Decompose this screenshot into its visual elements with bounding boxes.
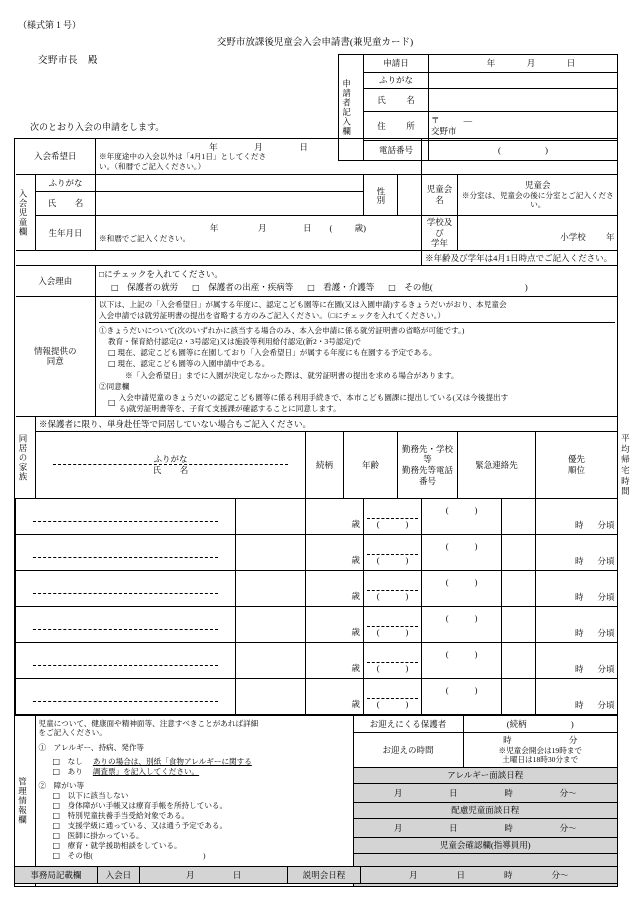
applicant-furigana-label: ふりがな bbox=[364, 73, 429, 89]
wish-date-note-1: ※年度途中の入会以外は「4月1日」としてくださ bbox=[99, 152, 267, 162]
disability-option-4[interactable]: □ 医師に掛かっている。 bbox=[52, 830, 144, 840]
family-row bbox=[16, 498, 618, 534]
briefing-label: 説明会日程 bbox=[288, 867, 360, 883]
checkbox-icon[interactable]: □ bbox=[108, 398, 116, 408]
child-furigana-field[interactable] bbox=[96, 175, 364, 192]
applicant-address-label: 住 所 bbox=[364, 112, 429, 141]
office-footer bbox=[14, 866, 618, 884]
family-age-cell[interactable]: 歳 bbox=[306, 498, 364, 534]
management-vertical-label: 管理情報欄 bbox=[15, 715, 35, 886]
family-row bbox=[16, 678, 618, 714]
family-name-cell[interactable] bbox=[16, 642, 236, 678]
family-row bbox=[16, 570, 618, 606]
disability-option-2[interactable]: □ 特別児童扶養手当受給対象である。 bbox=[52, 810, 190, 820]
family-age-cell[interactable]: 歳 bbox=[306, 642, 364, 678]
checkbox-icon[interactable]: □ bbox=[52, 840, 61, 850]
family-col-age: 年齢 bbox=[344, 432, 398, 499]
family-name-cell[interactable] bbox=[16, 498, 236, 534]
family-return-cell[interactable]: 時 分頃 bbox=[536, 642, 618, 678]
family-name-cell[interactable] bbox=[16, 678, 236, 714]
school-label: 学校及び 学年 bbox=[422, 216, 458, 251]
applicant-furigana-field[interactable] bbox=[429, 73, 618, 89]
allergy-option-yes[interactable]: □ あり bbox=[52, 767, 83, 777]
family-name-cell[interactable] bbox=[16, 606, 236, 642]
family-priority-cell[interactable] bbox=[502, 570, 536, 606]
family-work-cell[interactable]: ( ) bbox=[364, 570, 422, 606]
month-token: 月 bbox=[526, 58, 536, 69]
family-work-cell[interactable]: ( ) bbox=[364, 498, 422, 534]
family-age-cell[interactable]: 歳 bbox=[306, 570, 364, 606]
family-emergency-cell[interactable]: ( ) bbox=[422, 570, 502, 606]
checkbox-icon[interactable]: □ bbox=[388, 282, 396, 292]
family-row bbox=[16, 534, 618, 570]
checkbox-icon[interactable]: □ bbox=[192, 282, 200, 292]
family-work-cell[interactable]: ( ) bbox=[364, 642, 422, 678]
care-schedule-title: 配慮児童面談日程 bbox=[353, 802, 617, 818]
family-name-cell[interactable] bbox=[16, 534, 236, 570]
brief-day: 日 bbox=[456, 869, 466, 880]
family-return-cell[interactable]: 時 分頃 bbox=[536, 534, 618, 570]
wish-year: 年 bbox=[209, 141, 218, 152]
checkbox-icon[interactable]: □ bbox=[52, 790, 61, 800]
child-furigana-label: ふりがな bbox=[36, 175, 96, 192]
checkbox-icon[interactable]: □ bbox=[52, 800, 61, 810]
reason-option-0[interactable]: □ 保護者の就労 bbox=[111, 281, 179, 292]
club-name-label: 児童会名 bbox=[422, 175, 458, 216]
reason-label: 入会理由 bbox=[16, 265, 96, 296]
family-age-cell[interactable]: 歳 bbox=[306, 678, 364, 714]
family-emergency-cell[interactable]: ( ) bbox=[422, 534, 502, 570]
checkbox-icon[interactable]: □ bbox=[108, 359, 116, 369]
family-work-cell[interactable]: ( ) bbox=[364, 606, 422, 642]
age-unit: 歳) bbox=[354, 222, 366, 233]
consent-section2-title: ②同意欄 bbox=[99, 382, 130, 392]
sched-min: 分～ bbox=[559, 822, 577, 833]
child-birth-field[interactable] bbox=[96, 216, 422, 251]
family-relation-cell[interactable] bbox=[236, 606, 306, 642]
reason-option-2[interactable]: □ 看護・介護等 bbox=[307, 281, 375, 292]
family-col-name: ふりがな 氏 名 bbox=[36, 432, 306, 499]
form-number: （様式第 1 号） bbox=[18, 20, 82, 30]
applicant-address-field[interactable] bbox=[429, 112, 618, 141]
sched-min: 分～ bbox=[559, 787, 577, 798]
birth-note: ※和暦でご記入ください。 bbox=[99, 233, 191, 243]
pickup-minute: 分 bbox=[568, 735, 578, 746]
club-confirm-title: 児童会確認欄(指導員用) bbox=[353, 837, 617, 853]
school-field[interactable] bbox=[458, 216, 618, 251]
family-return-cell[interactable]: 時 分頃 bbox=[536, 570, 618, 606]
disability-option-0[interactable]: □ 以下に該当しない bbox=[52, 790, 129, 800]
paren-open: ( bbox=[498, 145, 501, 156]
pickup-person-label: お迎えにくる保護者 bbox=[353, 715, 463, 732]
checkbox-icon[interactable]: □ bbox=[52, 767, 61, 777]
checkbox-icon[interactable]: □ bbox=[307, 282, 315, 292]
family-priority-cell[interactable] bbox=[502, 606, 536, 642]
child-name-field[interactable] bbox=[96, 192, 364, 216]
consent-intro-1: 以下は、上記の「入会希望日」が属する年度に、認定こども園等に在園(又は入園申請)するきょうだいがおり、本児童会 bbox=[99, 299, 507, 309]
club-note: ※分室は、児童会の後に分室とご記入ください。 bbox=[461, 190, 614, 210]
reason-option-3[interactable]: □ その他( ) bbox=[388, 281, 528, 292]
relation-token: (続柄 bbox=[506, 718, 527, 729]
briefing-field[interactable] bbox=[360, 867, 617, 883]
child-name-label: 氏 名 bbox=[36, 192, 96, 216]
reason-option-1[interactable]: □ 保護者の出産・疾病等 bbox=[192, 281, 294, 292]
family-row bbox=[16, 642, 618, 678]
consent-intro-2: 入会申請では就労証明書の提出を省略する方のみご記入ください。（□にチェックを入れてください。） bbox=[99, 310, 615, 323]
pickup-note-2: 土曜日は18時30分まで bbox=[502, 755, 579, 765]
pickup-hour: 時 bbox=[503, 735, 512, 746]
allergy-title: ① アレルギー、持病、発作等 bbox=[38, 742, 145, 752]
management-note-1: 児童について、健康面や精神面等、注意すべきことがあれば詳細 bbox=[38, 718, 259, 728]
join-day: 日 bbox=[232, 869, 242, 880]
child-gender-label: 性別 bbox=[364, 175, 398, 216]
postal-mark: 〒 bbox=[431, 114, 440, 125]
checkbox-icon[interactable]: □ bbox=[111, 282, 119, 292]
paren-close: ) bbox=[545, 145, 548, 156]
disability-option-5[interactable]: □ 療育・就学援助相談をしている。 bbox=[52, 840, 182, 850]
care-schedule-field[interactable] bbox=[353, 818, 617, 837]
family-return-cell[interactable]: 時 分頃 bbox=[536, 678, 618, 714]
applicant-tel-label: 電話番号 bbox=[364, 141, 429, 161]
birth-year: 年 bbox=[209, 222, 219, 233]
applicant-vertical-label: 申請者記入欄 bbox=[339, 55, 364, 160]
management-note-2: をご記入ください。 bbox=[38, 728, 107, 738]
reason-instruction: □にチェックを入れてください。 bbox=[99, 269, 223, 280]
management-notes bbox=[35, 715, 353, 886]
office-label: 事務局記載欄 bbox=[15, 867, 97, 883]
consent-section1-sub: 教育・保育給付認定(2・3号認定)又は施設等利用給付認定(新2・3号認定)で bbox=[108, 336, 362, 346]
intro-text: 次のとおり入会の申請をします。 bbox=[30, 122, 165, 132]
family-age-cell[interactable]: 歳 bbox=[306, 606, 364, 642]
child-birth-label: 生年月日 bbox=[36, 216, 96, 251]
allergy-side-note-2: 調査票」を記入してください。 bbox=[92, 766, 200, 776]
family-relation-cell[interactable] bbox=[236, 678, 306, 714]
family-relation-cell[interactable] bbox=[236, 642, 306, 678]
birth-day: 日 bbox=[303, 222, 312, 233]
application-date-label: 申請日 bbox=[364, 55, 429, 73]
checkbox-icon[interactable]: □ bbox=[52, 820, 61, 830]
postal-dash: ― bbox=[463, 114, 473, 125]
disability-title: ② 障がい等 bbox=[38, 781, 85, 791]
pickup-time-field[interactable] bbox=[463, 732, 617, 767]
family-priority-cell[interactable] bbox=[502, 498, 536, 534]
allergy-schedule-field[interactable] bbox=[353, 783, 617, 802]
family-relation-cell[interactable] bbox=[236, 534, 306, 570]
consent-section1-title: ①きょうだいについて(次のいずれかに該当する場合のみ、本入会申請に係る就労証明書の省略が可能です。) bbox=[99, 325, 465, 335]
family-emergency-cell[interactable]: ( ) bbox=[422, 678, 502, 714]
family-emergency-cell[interactable]: ( ) bbox=[422, 642, 502, 678]
family-col-work: 勤務先・学校等 勤務先等電話番号 bbox=[398, 432, 458, 499]
pickup-person-field[interactable]: (続柄 ) bbox=[463, 715, 617, 732]
main-form-grid: 入会希望日 年 月 日 ※年度途中の入会以外は「4月1日」としてくださ い。（和暦でご記入ください。） 入会児童欄 ふりがな 性別 児童会名 児童会 ※分室は、児童会の後に分室とご記入ください。 氏 名 生年月日 年 月 日 ( 歳) ※和暦でご記入ください。 学校及び 学年 小学校 年 ※年齢及び学年は4月1日時点でご記入ください。 入会理由 □にチェックを入れてください。 □ 保護者の就労 □ 保護者の出産・疾病等 □ 看護・介護等 □ その他( ) 情報提供の 同意 以下は、上記の「入会希望日」が属する年度に、認定こども園等に在園(又は入園申請)するきょうだいがおり、本児童会 入会申請では就労証明書の提出を省略する方のみご記入ください。（□にチェックを入れてください。） ①きょうだいについて(次のいずれかに該当する場合のみ、本入会申請に係る就労証明書の省略が可能です。) 教育・保育給付認定(2・3号認定)又は施設等利用給付認定(新2・3号認定)で □ 現在、認定こども園等に在園しており「入会希望日」が属する年度にも在園する予定である。 □ 現在、認定こども園等の入園申請中である。 ※「入会希望日」までに入園が決定しなかった際は、就労証明書の提出を求める場合があります。 ②同意欄 □ 入会申請児童のきょうだいの認定こども園等に係る利用手続きで、本市こども園課に提出している(又は今後提出す る)就労証明書等を、子育て支援課が確認することに同意します。 同居の家族 ※保護者に限り、単身赴任等で同居していない場合もご記入ください。 ふりがな 氏 名 続柄 年齢 勤務先・学校等 勤務先等電話番号 緊急連絡先 優先 順位 平均帰宅時間 歳 ( ) ( ) 時 分頃 歳 ( ) ( ) 時 分頃 歳 ( ) ( ) 時 分頃 歳 ( ) ( ) 時 分頃 歳 ( ) ( ) 時 分頃 歳 ( ) ( ) 時 分頃 管理情報欄 児童について、健康面や精神面等、注意すべきことがあれば詳細 をご記入ください。 ① アレルギー、持病、発作等 □ なし □ あり ありの場合は、別紙「食物アレルギーに関する 調査票」を記入してください。 ② 障がい等 □ 以下に該当しない □ 身体障がい手帳又は療育手帳を所持している。 □ 特別児童扶養手当受給対象である。 □ 支援学級に通っている、又は通う予定である。 □ 医師に掛かっている。 □ 療育・就学援助相談をしている。 □ その他( ) お迎えにくる保護者 (続柄 ) お迎えの時間 時 分 ※児童会開会は19時まで 土曜日は18時30分まで アレルギー面談日程 月 日 時 分～ 配慮児童面談日程 月 日 時 分～ 児童会確認欄(指導員用) bbox=[14, 138, 618, 887]
wish-date-label: 入会希望日 bbox=[16, 139, 96, 175]
school-year: 年 bbox=[606, 231, 615, 242]
consent-section2-option[interactable]: □ 入会申請児童のきょうだいの認定こども園等に係る利用手続きで、本市こども園課に提出している(又は今後提出す る)就労証明書等を、子育て支援課が確認することに同意します。 bbox=[108, 393, 509, 414]
sched-month: 月 bbox=[393, 822, 403, 833]
family-relation-cell[interactable] bbox=[236, 498, 306, 534]
family-emergency-cell[interactable]: ( ) bbox=[422, 606, 502, 642]
sched-hour: 時 bbox=[504, 787, 513, 798]
checkbox-icon[interactable]: □ bbox=[52, 830, 61, 840]
wish-date-note-2: い。（和暦でご記入ください。） bbox=[99, 161, 206, 171]
application-date-field[interactable] bbox=[429, 55, 618, 73]
consent-section1-option-2[interactable]: □ 現在、認定こども園等の入園申請中である。 bbox=[108, 359, 270, 369]
family-return-cell[interactable]: 時 分頃 bbox=[536, 606, 618, 642]
join-month: 月 bbox=[186, 869, 195, 880]
family-col-relation: 続柄 bbox=[306, 432, 344, 499]
checkbox-icon[interactable]: □ bbox=[52, 850, 61, 860]
year-token: 年 bbox=[486, 58, 496, 69]
consent-label: 情報提供の 同意 bbox=[16, 296, 96, 416]
family-col-emergency: 緊急連絡先 bbox=[458, 432, 536, 499]
checkbox-icon[interactable]: □ bbox=[52, 757, 61, 767]
club-name-field[interactable] bbox=[458, 175, 618, 216]
wish-date-field[interactable] bbox=[96, 139, 422, 175]
family-relation-cell[interactable] bbox=[236, 570, 306, 606]
club-value: 児童会 bbox=[525, 180, 551, 191]
applicant-name-field[interactable] bbox=[429, 89, 618, 112]
reason-field bbox=[96, 265, 618, 296]
allergy-side-note-1: ありの場合は、別紙「食物アレルギーに関する bbox=[92, 757, 252, 767]
checkbox-icon[interactable]: □ bbox=[52, 810, 61, 820]
wish-month: 月 bbox=[254, 141, 263, 152]
sched-hour: 時 bbox=[504, 822, 513, 833]
disability-option-3[interactable]: □ 支援学級に通っている、又は通う予定である。 bbox=[52, 820, 228, 830]
page-title: 交野市放課後児童会入会申請書(兼児童カード) bbox=[216, 38, 414, 48]
birth-month: 月 bbox=[257, 222, 267, 233]
addressee: 交野市長 殿 bbox=[38, 56, 99, 66]
brief-hour: 時 bbox=[504, 869, 513, 880]
family-return-cell[interactable]: 時 分頃 bbox=[536, 498, 618, 534]
family-col-priority: 優先 順位 bbox=[536, 432, 618, 499]
day-token: 日 bbox=[566, 58, 576, 69]
family-age-cell[interactable]: 歳 bbox=[306, 534, 364, 570]
brief-min: 分～ bbox=[551, 869, 569, 880]
pickup-time-label: お迎えの時間 bbox=[353, 732, 463, 767]
school-note: ※年齢及び学年は4月1日時点でご記入ください。 bbox=[422, 250, 618, 265]
family-work-cell[interactable]: ( ) bbox=[364, 678, 422, 714]
family-emergency-cell[interactable]: ( ) bbox=[422, 498, 502, 534]
allergy-option-none[interactable]: □ なし bbox=[52, 757, 83, 767]
age-paren-open: ( bbox=[329, 222, 333, 233]
applicant-name-label: 氏 名 bbox=[364, 89, 429, 112]
consent-body bbox=[96, 296, 618, 416]
join-date-label: 入会日 bbox=[97, 867, 139, 883]
pickup-note-1: ※児童会開会は19時まで bbox=[498, 745, 583, 755]
brief-month: 月 bbox=[409, 869, 418, 880]
wish-day: 日 bbox=[299, 141, 308, 152]
family-work-cell[interactable]: ( ) bbox=[364, 534, 422, 570]
child-gender-field[interactable] bbox=[398, 175, 422, 216]
sched-day: 日 bbox=[449, 822, 458, 833]
school-value: 小学校 bbox=[560, 231, 586, 242]
family-name-cell[interactable] bbox=[16, 570, 236, 606]
disability-option-1[interactable]: □ 身体障がい手帳又は療育手帳を所持している。 bbox=[52, 800, 228, 810]
consent-section1-option-1[interactable]: □ 現在、認定こども園等に在園しており「入会希望日」が属する年度にも在園する予定である。 bbox=[108, 347, 437, 357]
family-priority-cell[interactable] bbox=[502, 642, 536, 678]
address-city: 交野市 bbox=[431, 126, 457, 136]
family-row bbox=[16, 606, 618, 642]
family-vertical-label: 同居の家族 bbox=[16, 417, 36, 499]
disability-option-6[interactable]: □ その他( ) bbox=[52, 850, 206, 860]
join-date-field[interactable] bbox=[139, 867, 287, 883]
family-priority-cell[interactable] bbox=[502, 534, 536, 570]
family-priority-cell[interactable] bbox=[502, 678, 536, 714]
consent-section1-note: ※「入会希望日」までに入園が決定しなかった際は、就労証明書の提出を求める場合があります。 bbox=[125, 371, 459, 381]
allergy-schedule-title: アレルギー面談日程 bbox=[353, 767, 617, 783]
sched-day: 日 bbox=[449, 787, 458, 798]
checkbox-icon[interactable]: □ bbox=[108, 347, 116, 357]
child-vertical-label: 入会児童欄 bbox=[16, 175, 36, 251]
family-note: ※保護者に限り、単身赴任等で同居していない場合もご記入ください。 bbox=[36, 417, 618, 432]
sched-month: 月 bbox=[393, 787, 403, 798]
